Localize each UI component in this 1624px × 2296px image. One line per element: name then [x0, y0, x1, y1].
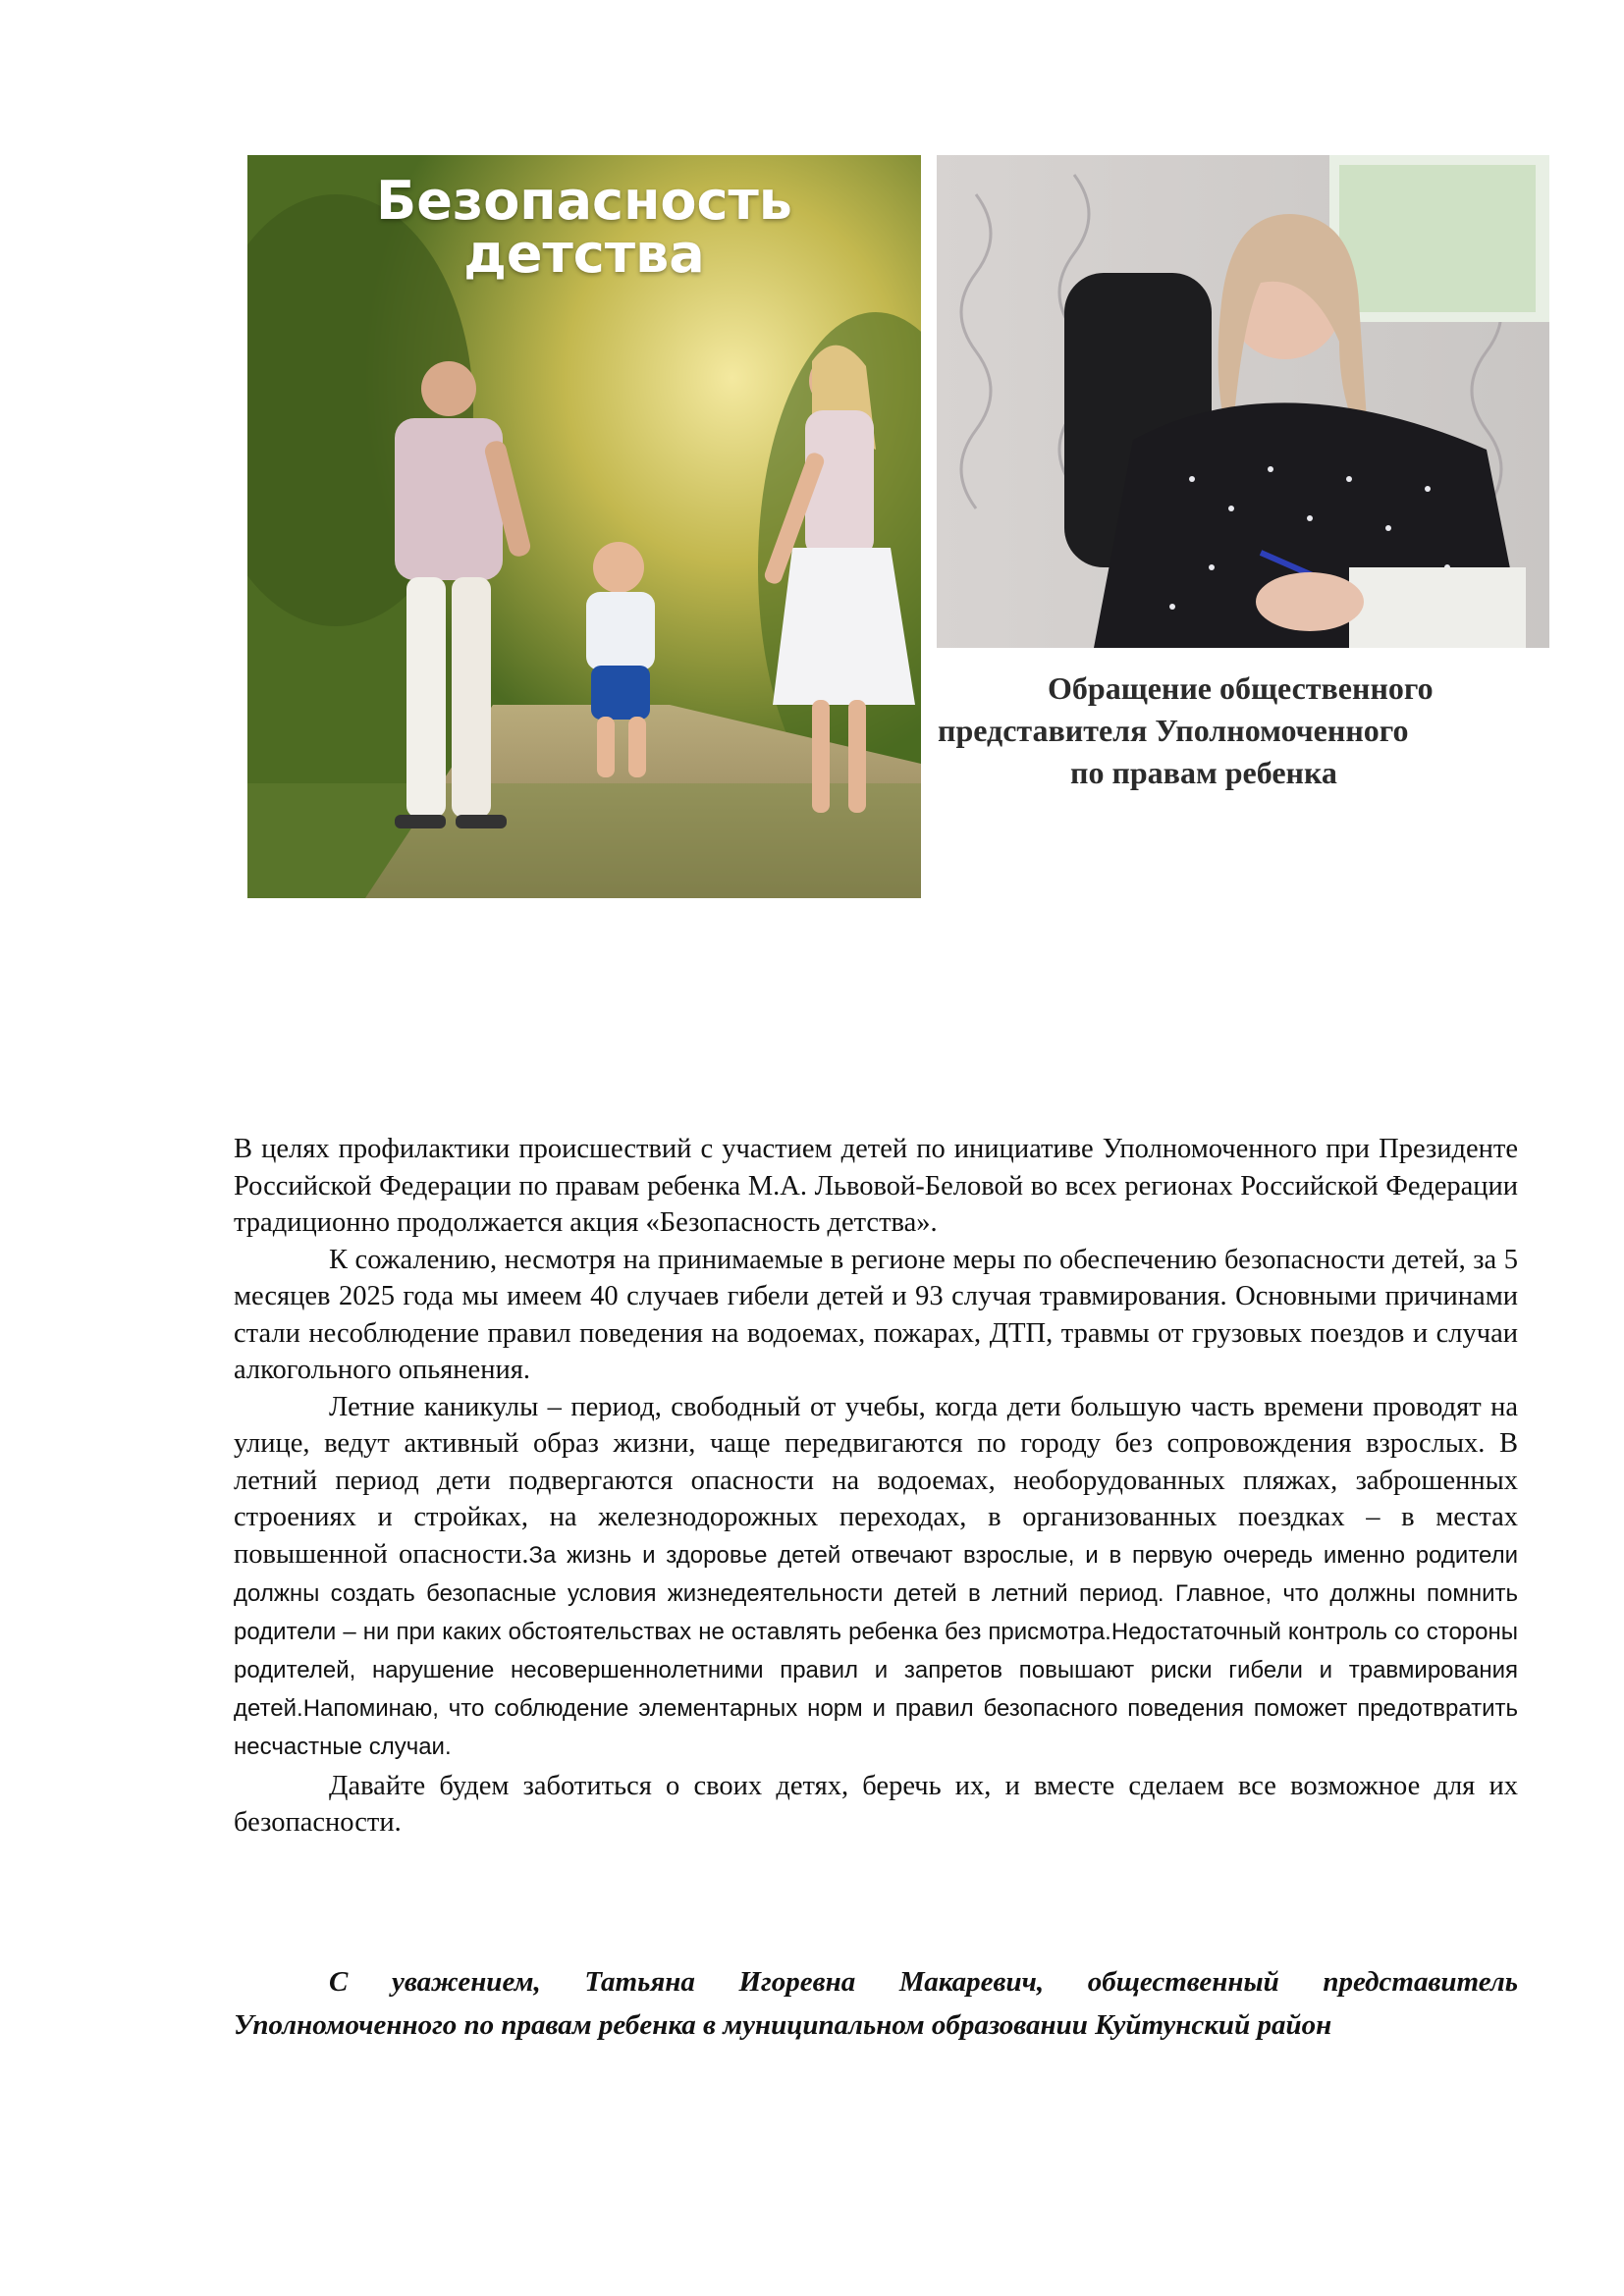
signature-text: С уважением, Татьяна Игоревна Макаревич, общественный представитель Уполномоченного по правам ребенка в муниципальном образовании Куйтунский район: [234, 1966, 1518, 2041]
safety-childhood-poster: [247, 155, 921, 898]
portrait-illustration: [937, 155, 1549, 648]
representative-portrait: [937, 155, 1549, 648]
paragraph-3-serif: Летние каникулы – период, свободный от учебы, когда дети большую часть времени проводят на улице, ведут активный образ жизни, чаще передвигаются по городу без сопровождения взрослых. В летний период дети подвергаются опасности на водоемах, необорудованных пляжах, заброшенных строениях и стройках, на железнодорожных переходах, в организованных поездках – в местах повышенной опасности.: [234, 1391, 1518, 1570]
poster-title-line1: Безопасность: [376, 170, 792, 232]
paragraph-3-sans: За жизнь и здоровье детей отвечают взрослые, и в первую очередь именно родители должны создать безопасные условия жизнедеятельности детей в летний период. Главное, что должны помнить родители – ни при каких обстоятельствах не оставлять ребенка без присмотра.Недостаточный контроль со стороны родителей, нарушение несовершеннолетними правил и запретов повышают риски гибели и травмирования детей.Напоминаю, что соблюдение элементарных норм и правил безопасного поведения поможет предотвратить несчастные случаи.: [234, 1541, 1518, 1760]
paragraph-2: К сожалению, несмотря на принимаемые в регионе меры по обеспечению безопасности детей, за 5 месяцев 2025 года мы имеем 40 случаев гибели детей и 93 случая травмирования. Основными причинами стали несоблюдение правил поведения на водоемах, пожарах, ДТП, травмы от грузовых поездов и случаи алкогольного опьянения.: [234, 1244, 1518, 1385]
paragraph-4: Давайте будем заботиться о своих детях, беречь их, и вместе сделаем все возможное для их безопасности.: [234, 1770, 1518, 1838]
paragraph-1: В целях профилактики происшествий с участием детей по инициативе Уполномоченного при Президенте Российской Федерации по правам ребенка М.А. Львовой-Беловой во всех регионах Российской Федерации традиционно продолжается акция «Безопасность детства».: [234, 1134, 1518, 1238]
signature-block: [234, 1960, 1518, 2047]
appeal-headline: [938, 667, 1546, 794]
poster-title-line2: детства: [463, 223, 705, 285]
headline-line3: по правам ребенка: [1070, 755, 1337, 790]
paragraph-3: [234, 1389, 1518, 1766]
poster-title: [247, 170, 921, 285]
headline-line1: Обращение общественного: [1048, 670, 1434, 706]
headline-line2: представителя Уполномоченного: [938, 713, 1409, 748]
appeal-body: [234, 1131, 1518, 1842]
